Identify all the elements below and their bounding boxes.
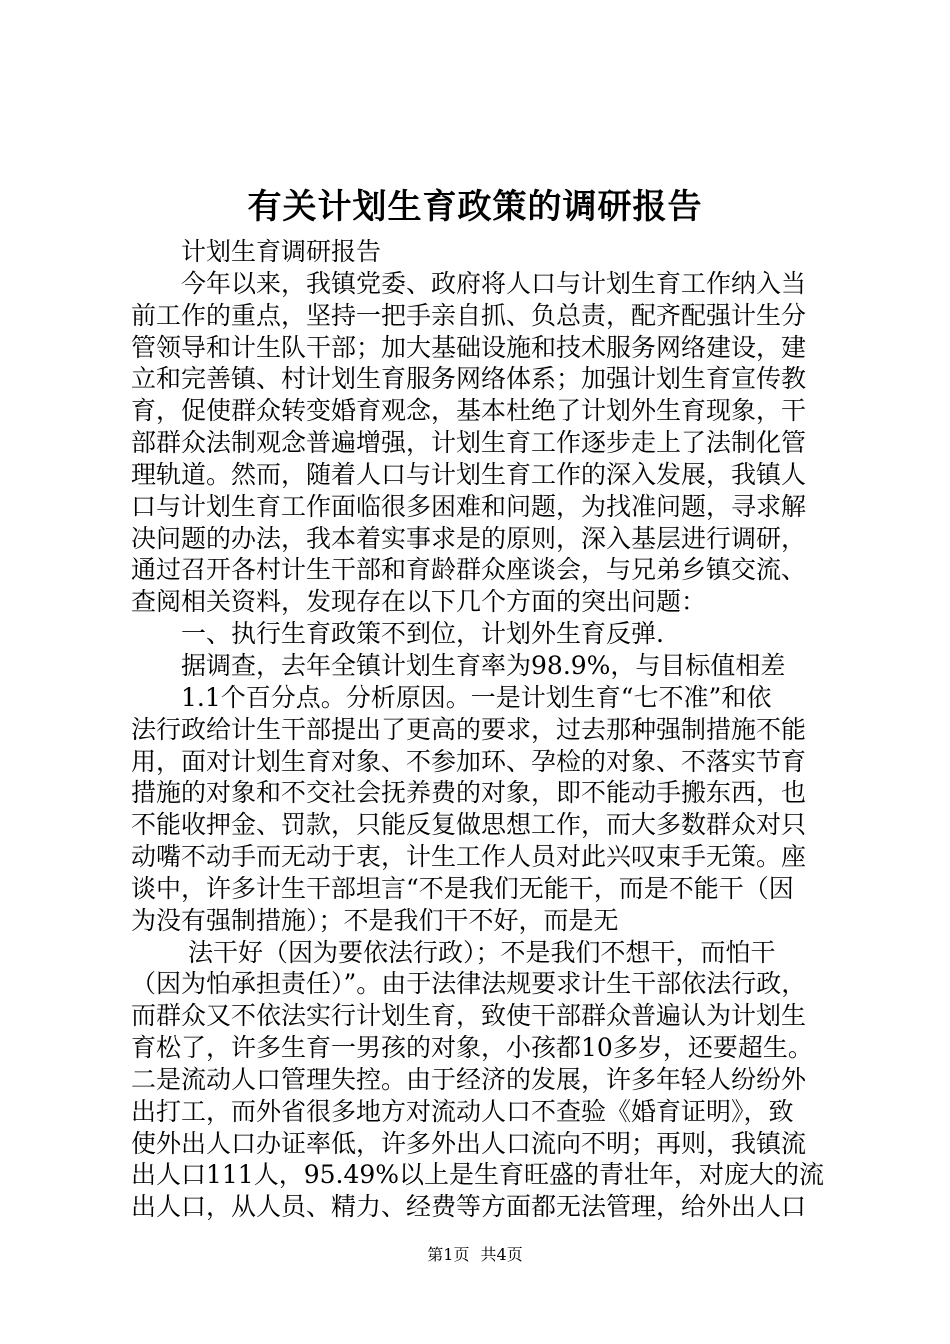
paragraph-line: 前工作的重点，坚持一把手亲自抓、负总责，配齐配强计生分: [131, 300, 807, 330]
paragraph-line: 育松了，许多生育一男孩的对象，小孩都10多岁，还要超生。: [131, 1033, 813, 1063]
paragraph-line: 口与计划生育工作面临很多困难和问题，为找准问题，寻求解: [131, 491, 807, 521]
paragraph-line: 部群众法制观念普遍增强，计划生育工作逐步走上了法制化管: [131, 428, 807, 458]
paragraph-line: 为没有强制措施）；不是我们干不好，而是无: [131, 905, 619, 935]
paragraph-line: 法行政给计生干部提出了更高的要求，过去那种强制措施不能: [131, 714, 807, 744]
paragraph-line: 立和完善镇、村计划生育服务网络体系；加强计划生育宣传教: [131, 364, 807, 394]
paragraph-line: 通过召开各村计生干部和育龄群众座谈会，与兄弟乡镇交流、: [131, 555, 807, 585]
paragraph-line: 使外出人口办证率低，许多外出人口流向不明；再则，我镇流: [131, 1128, 807, 1158]
page-footer: [0, 1243, 950, 1267]
paragraph-line: 出打工，而外省很多地方对流动人口不查验《婚育证明》，致: [131, 1096, 794, 1126]
paragraph-line: 用，面对计划生育对象、不参加环、孕检的对象、不落实节育: [131, 746, 807, 776]
document-title: 有关计划生育政策的调研报告: [247, 187, 703, 227]
paragraph-line: 育，促使群众转变婚育观念，基本杜绝了计划外生育现象，干: [131, 396, 807, 426]
paragraph-line: 谈中，许多计生干部坦言“不是我们无能干，而是不能干（因: [131, 873, 794, 903]
paragraph-line: 今年以来，我镇党委、政府将人口与计划生育工作纳入当: [181, 268, 807, 298]
paragraph-line: 而群众又不依法实行计划生育，致使干部群众普遍认为计划生: [131, 1001, 807, 1031]
paragraph-line: 法干好（因为要依法行政）；不是我们不想干，而怕干: [188, 937, 776, 967]
paragraph-line: 出人口，从人员、精力、经费等方面都无法管理，给外出人口: [131, 1192, 807, 1222]
paragraph-line: 查阅相关资料，发现存在以下几个方面的突出问题：: [131, 587, 707, 617]
paragraph-line: （因为怕承担责任）”。由于法律法规要求计生干部依法行政，: [131, 969, 807, 999]
page-total: 共4页: [480, 1245, 523, 1264]
paragraph-line: 1.1个百分点。分析原因。一是计划生育“七不准”和依: [181, 682, 772, 712]
subtitle-line: 计划生育调研报告: [181, 237, 382, 266]
paragraph-line: 据调查，去年全镇计划生育率为98.9%，与目标值相差: [181, 650, 786, 680]
paragraph-line: 决问题的办法，我本着实事求是的原则，深入基层进行调研，: [131, 523, 807, 553]
paragraph-line: 不能收押金、罚款，只能反复做思想工作，而大多数群众对只: [131, 810, 807, 840]
paragraph-line: 出人口111人，95.49%以上是生育旺盛的青壮年，对庞大的流: [131, 1160, 825, 1190]
page-number: 第1页: [427, 1245, 470, 1264]
paragraph-line: 动嘴不动手而无动于衷，计生工作人员对此兴叹束手无策。座: [131, 842, 807, 872]
paragraph-line: 理轨道。然而，随着人口与计划生育工作的深入发展，我镇人: [131, 459, 807, 489]
paragraph-line: 措施的对象和不交社会抚养费的对象，即不能动手搬东西，也: [131, 778, 807, 808]
section-heading: 一、执行生育政策不到位，计划外生育反弹.: [181, 619, 664, 649]
paragraph-line: 二是流动人口管理失控。由于经济的发展，许多年轻人纷纷外: [131, 1064, 807, 1094]
document-body: [131, 236, 831, 1223]
paragraph-line: 管领导和计生队干部；加大基础设施和技术服务网络建设，建: [131, 332, 807, 362]
